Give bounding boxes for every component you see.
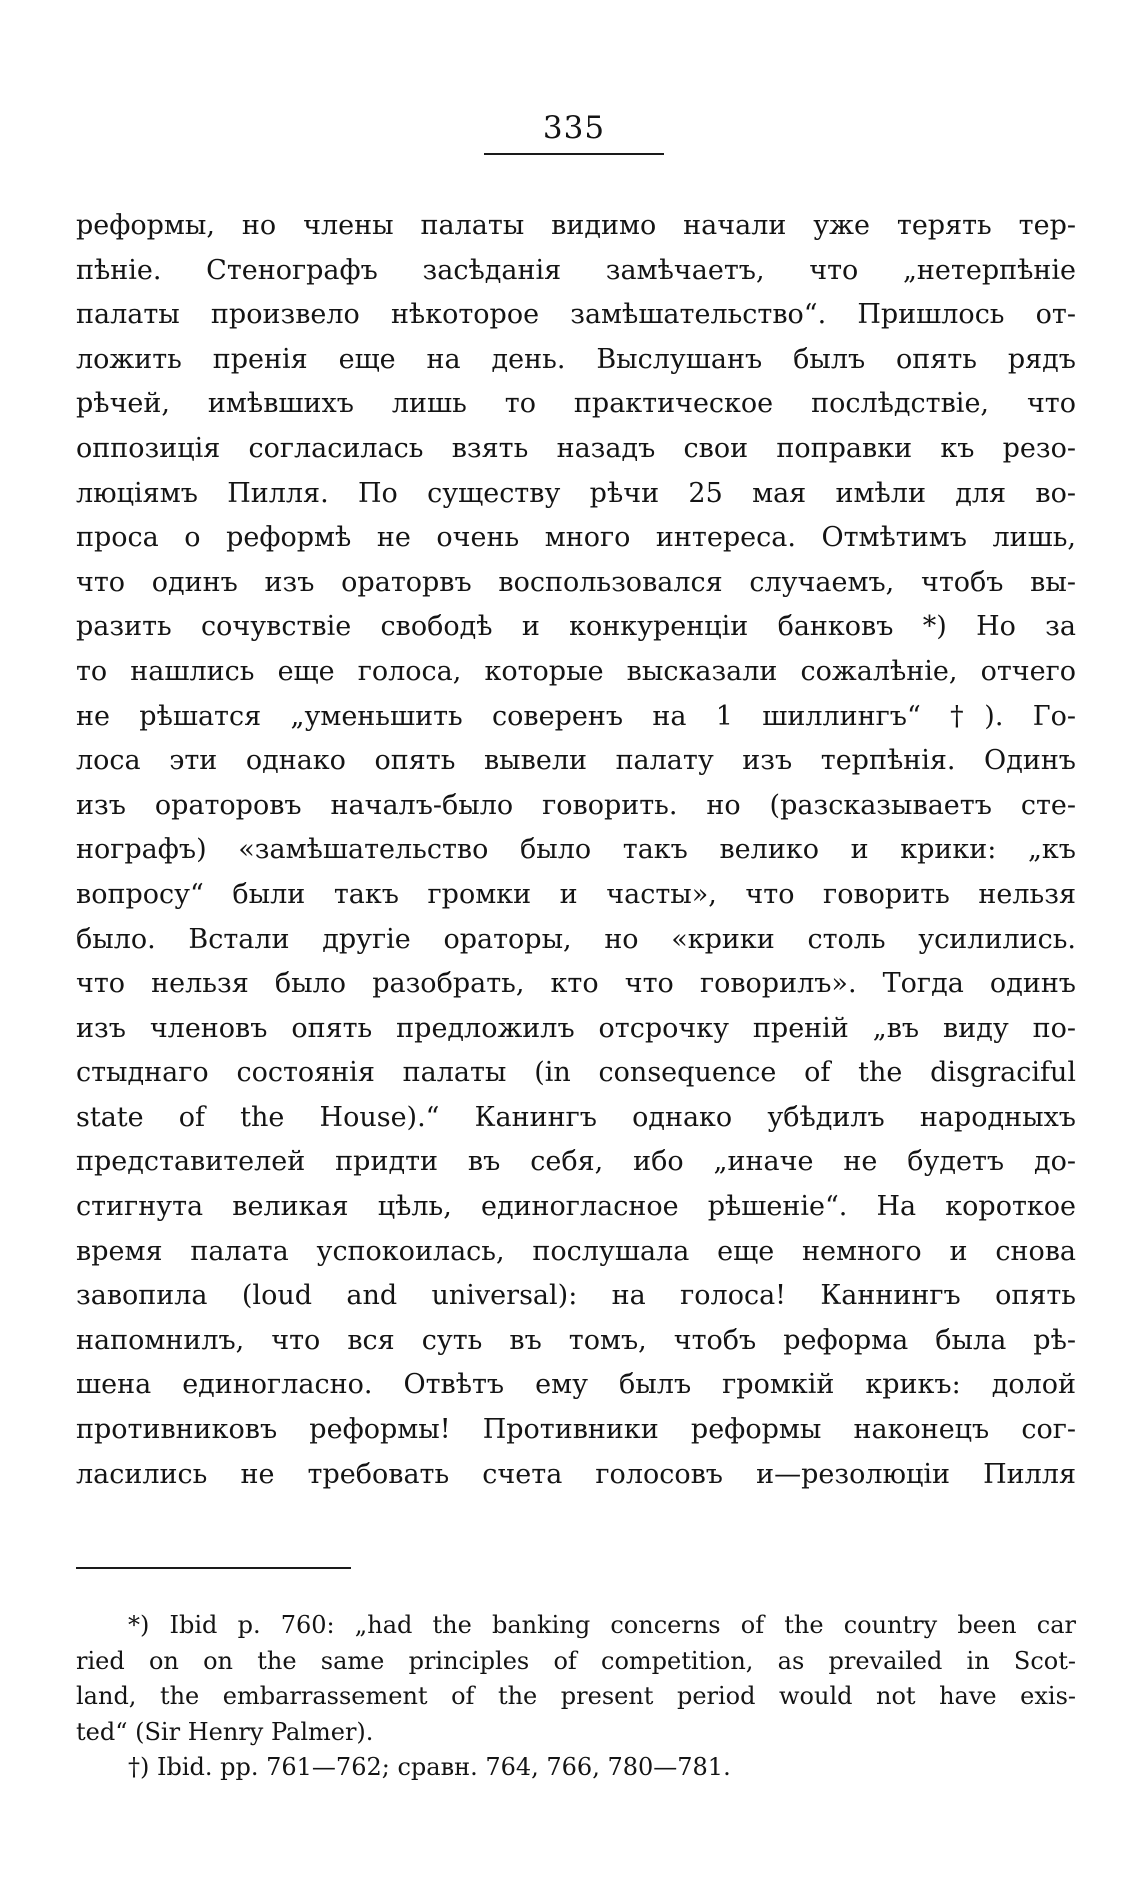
- text-line: разить сочувствіе свободѣ и конкуренціи банковъ *) Но за: [76, 611, 1076, 643]
- text-line: люціямъ Пилля. По существу рѣчи 25 мая имѣли для во-: [76, 477, 1076, 509]
- page-number-rule: [484, 153, 664, 155]
- footnote-line: ried on on the same principles of competition, as prevailed in Scot-: [76, 1646, 1076, 1675]
- text-line: пѣніе. Стенографъ засѣданія замѣчаетъ, что „нетерпѣніе: [76, 254, 1076, 286]
- text-line: стигнута великая цѣль, единогласное рѣшеніе“. На короткое: [76, 1191, 1076, 1223]
- text-line: завопила (loud and universal): на голоса! Каннингъ опять: [76, 1280, 1076, 1312]
- text-line: стыднаго состоянія палаты (in consequence of the disgraciful: [76, 1057, 1076, 1089]
- text-line: ласились не требовать счета голосовъ и—резолюціи Пилля: [76, 1458, 1076, 1490]
- text-line: проса о реформѣ не очень много интереса. Отмѣтимъ лишь,: [76, 522, 1076, 554]
- text-line: лоса эти однако опять вывели палату изъ терпѣнія. Одинъ: [76, 745, 1076, 777]
- text-line: рѣчей, имѣвшихъ лишь то практическое послѣдствіе, что: [76, 388, 1076, 420]
- text-line: палаты произвело нѣкоторое замѣшательство“. Пришлось от-: [76, 299, 1076, 331]
- footnote-line: ted“ (Sir Henry Palmer).: [76, 1717, 374, 1746]
- text-line: представителей придти въ себя, ибо „иначе не будетъ до-: [76, 1146, 1076, 1178]
- page-number: 335: [542, 110, 606, 146]
- text-line: изъ ораторовъ началъ-было говорить. но (разсказываетъ сте-: [76, 789, 1076, 821]
- footnote-line: land, the embarrassement of the present period would not have exis-: [76, 1682, 1076, 1711]
- text-line: изъ членовъ опять предложилъ отсрочку преній „въ виду по-: [76, 1012, 1076, 1044]
- main-text: [76, 204, 1076, 1497]
- text-line: нографъ) «замѣшательство было такъ велико и крики: „къ: [76, 834, 1076, 866]
- text-line: было. Встали другіе ораторы, но «крики столь усилились.: [76, 923, 1076, 955]
- text-line: что нельзя было разобрать, кто что говорилъ». Тогда одинъ: [76, 968, 1076, 1000]
- text-line: напомнилъ, что вся суть въ томъ, чтобъ реформа была рѣ-: [76, 1324, 1076, 1356]
- text-line: реформы, но члены палаты видимо начали уже терять тер-: [76, 210, 1076, 241]
- footnotes: [76, 1608, 1076, 1786]
- text-line: ложить пренія еще на день. Выслушанъ былъ опять рядъ: [76, 343, 1076, 375]
- text-line: противниковъ реформы! Противники реформы наконецъ сог-: [76, 1414, 1076, 1446]
- text-line: вопросу“ были такъ громки и часты», что говорить нельзя: [76, 878, 1076, 910]
- text-line: оппозиція согласилась взять назадъ свои поправки къ резо-: [76, 432, 1076, 464]
- text-line: шена единогласно. Отвѣтъ ему былъ громкій крикъ: долой: [76, 1369, 1076, 1401]
- text-line: что одинъ изъ ораторвъ воспользовался случаемъ, чтобъ вы-: [76, 566, 1076, 598]
- footnote-line: †) Ibid. pp. 761—762; сравн. 764, 766, 780—781.: [128, 1753, 731, 1782]
- text-line: не рѣшатся „уменьшить соверенъ на 1 шиллингъ“ †). Го-: [76, 700, 1076, 732]
- footnote-line: *) Ibid p. 760: „had the banking concerns of the country been car: [128, 1611, 1076, 1639]
- text-line: то нашлись еще голоса, которые высказали сожалѣніе, отчего: [76, 655, 1076, 687]
- text-line: время палата успокоилась, послушала еще немного и снова: [76, 1235, 1076, 1267]
- text-line: state of the House).“ Канингъ однако убѣдилъ народныхъ: [76, 1101, 1076, 1133]
- footnote-separator: [76, 1567, 351, 1569]
